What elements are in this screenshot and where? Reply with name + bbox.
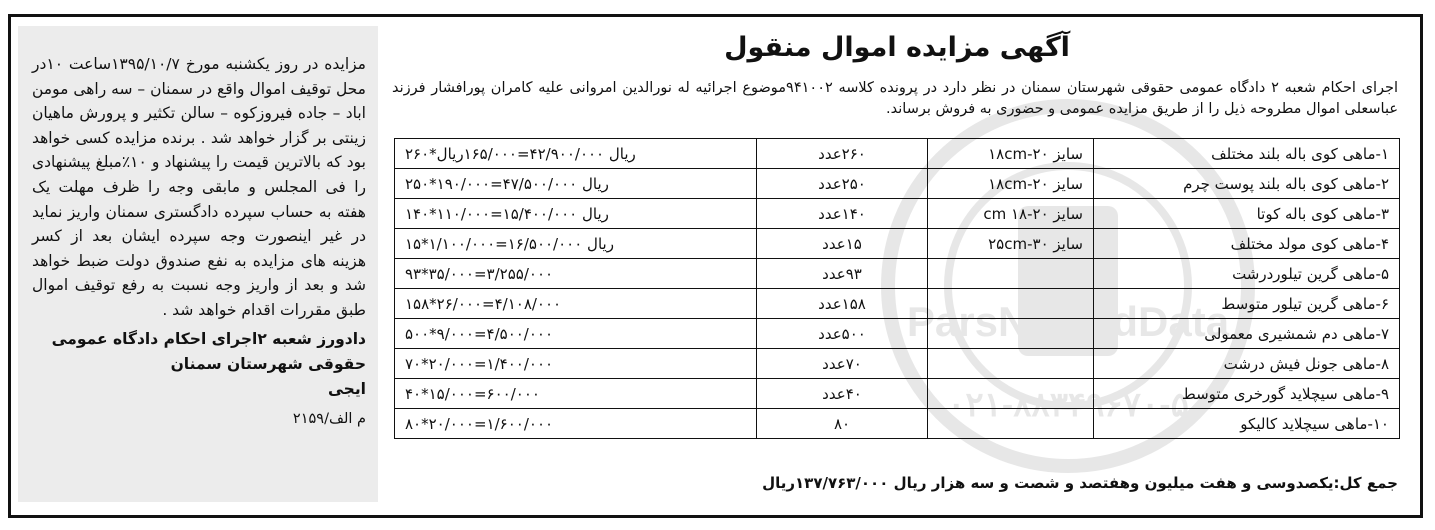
auction-terms-text: مزایده در روز یکشنبه مورخ ۱۳۹۵/۱۰/۷ساعت ۱۰در محل توقیف اموال واقع در سمنان – سه راهی مومن اباد – جاده فیروزکوه – سالن تکثیر و پرورش ماهیان زینتی بر گزار خواهد شد . برنده مزایده کسی خواهد بود که بالاترین قیمت را پیشنهاد و ۱۰٪مبلغ پیشنهادی را فی المجلس و مابقی وجه را ظرف مهلت یک هفته به حساب سپرده دادگستری سمنان واریز نماید در غیر اینصورت وجه سپرده ایشان بعد از کسر هزینه های مزایده به نفع صندوق دولت ضبط خواهد شد و بعد از واریز وجه نسبت به رفع توقیف اموال طبق مقررات اقدام خواهد شد . — [32, 55, 366, 319]
item-quantity: ۸۰ — [757, 409, 928, 439]
item-quantity: ۲۵۰عدد — [757, 169, 928, 199]
item-quantity: ۱۴۰عدد — [757, 199, 928, 229]
table-row — [395, 169, 1400, 199]
item-size — [928, 289, 1094, 319]
notice-intro: اجرای احکام شعبه ۲ دادگاه عمومی حقوقی شهرستان سمنان در نظر دارد در پرونده کلاسه ۹۴۱۰۰۲موضوع اجرائیه له نورالدین امروانی علیه کامران پورافشار فرزند عباسعلی اموال مطروحه ذیل را از طریق مزایده عمومی و حضوری به فروش برساند. — [392, 80, 1399, 117]
signature-block — [32, 327, 366, 402]
item-name: ۴-ماهی کوی مولد مختلف — [1094, 229, 1400, 259]
table-row — [395, 139, 1400, 169]
items-table — [394, 138, 1400, 439]
item-size — [928, 409, 1094, 439]
table-row — [395, 349, 1400, 379]
table-row — [395, 379, 1400, 409]
item-name: ۸-ماهی جونل فیش درشت — [1094, 349, 1400, 379]
signature-line: حقوقی شهرستان سمنان — [170, 354, 366, 373]
notice-main — [388, 26, 1406, 502]
item-size: سایز ۲۰-۱۸ cm — [928, 199, 1094, 229]
auction-terms-panel — [18, 26, 378, 502]
item-size: سایز ۲۰-۱۸cm — [928, 169, 1094, 199]
item-quantity: ۱۵۸عدد — [757, 289, 928, 319]
item-name: ۱۰-ماهی سیچلاید کالیکو — [1094, 409, 1400, 439]
table-row — [395, 289, 1400, 319]
item-name: ۳-ماهی کوی باله کوتا — [1094, 199, 1400, 229]
item-price: ۴/۱۰۸/۰۰۰=۲۶/۰۰۰*۱۵۸ — [395, 289, 757, 319]
item-name: ۶-ماهی گرین تیلور متوسط — [1094, 289, 1400, 319]
item-name: ۱-ماهی کوی باله بلند مختلف — [1094, 139, 1400, 169]
item-size: سایز ۲۰-۱۸cm — [928, 139, 1094, 169]
item-price: ریال ۴۷/۵۰۰/۰۰۰=۱۹۰/۰۰۰*۲۵۰ — [395, 169, 757, 199]
item-price: ریال ۱۵/۴۰۰/۰۰۰=۱۱۰/۰۰۰*۱۴۰ — [395, 199, 757, 229]
item-quantity: ۷۰عدد — [757, 349, 928, 379]
notice-title: آگهی مزایده اموال منقول — [724, 32, 1070, 63]
table-row — [395, 199, 1400, 229]
watermark-text: ParsNamadData — [906, 298, 1230, 345]
item-size — [928, 259, 1094, 289]
item-price: ۶۰۰/۰۰۰=۱۵/۰۰۰*۴۰ — [395, 379, 757, 409]
item-quantity: ۲۶۰عدد — [757, 139, 928, 169]
table-row — [395, 319, 1400, 349]
watermark-phone: ۰۲۱-۸۸۳۴۹۶۷۰-۵ — [947, 386, 1189, 424]
item-name: ۹-ماهی سیچلاید گورخری متوسط — [1094, 379, 1400, 409]
item-price: ۱/۶۰۰/۰۰۰=۲۰/۰۰۰*۸۰ — [395, 409, 757, 439]
item-name: ۷-ماهی دم شمشیری معمولی — [1094, 319, 1400, 349]
table-row — [395, 229, 1400, 259]
item-price: ۴/۵۰۰/۰۰۰=۹/۰۰۰*۵۰۰ — [395, 319, 757, 349]
signature-line: ایجی — [328, 379, 366, 398]
grand-total: جمع کل:یکصدوسی و هفت میلیون وهفتصد و شصت و سه هزار ریال ۱۳۷/۷۶۳/۰۰۰ریال — [762, 474, 1398, 492]
item-price: ریال ۴۲/۹۰۰/۰۰۰=۱۶۵/۰۰۰ریال*۲۶۰ — [395, 139, 757, 169]
item-name: ۵-ماهی گرین تیلوردرشت — [1094, 259, 1400, 289]
signature-line: دادورز شعبه ۲اجرای احکام دادگاه عمومی — [51, 329, 366, 348]
item-price: ریال ۱۶/۵۰۰/۰۰۰=۱/۱۰۰/۰۰۰*۱۵ — [395, 229, 757, 259]
item-quantity: ۵۰۰عدد — [757, 319, 928, 349]
item-price: ۳/۲۵۵/۰۰۰=۳۵/۰۰۰*۹۳ — [395, 259, 757, 289]
table-row — [395, 409, 1400, 439]
item-size — [928, 349, 1094, 379]
item-quantity: ۴۰عدد — [757, 379, 928, 409]
item-size — [928, 319, 1094, 349]
item-size — [928, 379, 1094, 409]
item-name: ۲-ماهی کوی باله بلند پوست چرم — [1094, 169, 1400, 199]
item-quantity: ۱۵عدد — [757, 229, 928, 259]
item-price: ۱/۴۰۰/۰۰۰=۲۰/۰۰۰*۷۰ — [395, 349, 757, 379]
table-row — [395, 259, 1400, 289]
item-quantity: ۹۳عدد — [757, 259, 928, 289]
reference-number: م الف/۲۱۵۹ — [292, 410, 366, 427]
item-size: سایز ۳۰-۲۵cm — [928, 229, 1094, 259]
